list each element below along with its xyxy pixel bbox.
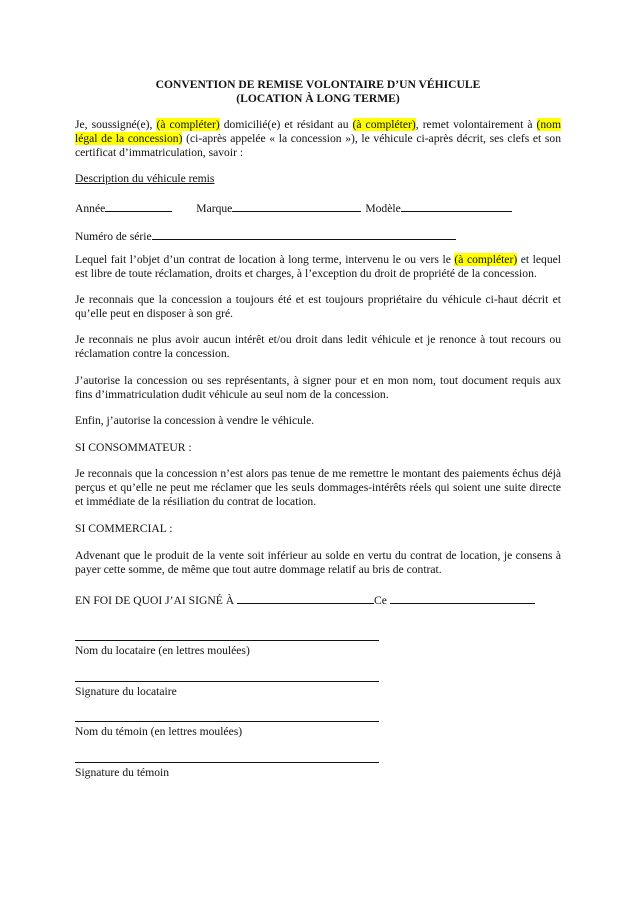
lease-text-2: et lequel est libre de toute réclamation, droits et charges, à l’exception du droit de propriété de la concession.: [75, 253, 561, 280]
placeholder-name[interactable]: (à compléter): [156, 118, 220, 131]
serial-field[interactable]: [152, 228, 456, 240]
intro-text-3: , remet volontairement à: [415, 118, 537, 131]
make-field[interactable]: [232, 200, 361, 212]
make-label: Marque: [196, 202, 233, 215]
commercial-paragraph: Advenant que le produit de la vente soit inférieur au solde en vertu du contrat de location, je consens à payer cette somme, de même que tout autre dommage relatif au bris de contrat.: [75, 549, 561, 576]
year-label: Année: [75, 202, 106, 215]
tenant-name-line[interactable]: [75, 640, 379, 641]
owner-paragraph: Je reconnais que la concession a toujours été et est toujours propriétaire du véhicule ci-haut décrit et qu’elle peut en disposer à son gré.: [75, 293, 561, 320]
intro-text-1: Je, soussigné(e),: [75, 118, 157, 131]
serial-label: Numéro de série: [75, 230, 152, 243]
model-field[interactable]: [401, 200, 512, 212]
placeholder-lease-date[interactable]: (à compléter): [454, 253, 518, 266]
vehicle-fields-row: [75, 200, 512, 216]
signed-row: [75, 592, 535, 608]
intro-text-4: (ci-après appelée « la concession »), le véhicule ci-après décrit, ses clefs et son certificat d’immatriculation, savoir :: [75, 132, 561, 159]
document-title-line1: CONVENTION DE REMISE VOLONTAIRE D’UN VÉHICULE: [155, 78, 481, 91]
lease-paragraph: [75, 253, 561, 281]
placeholder-dealer-name[interactable]: (nom légal de la concession): [75, 118, 561, 145]
intro-text-2: domicilié(e) et résidant au: [219, 118, 353, 131]
authorize-paragraph: J’autorise la concession ou ses représentants, à signer pour et en mon nom, tout document requis aux fins d’immatriculation dudit véhicule au seul nom de la concession.: [75, 374, 561, 401]
sell-paragraph: Enfin, j’autorise la concession à vendre le véhicule.: [75, 414, 315, 427]
signed-date-field[interactable]: [390, 592, 535, 604]
no-interest-paragraph: Je reconnais ne plus avoir aucun intérêt et/ou droit dans ledit véhicule et je renonce à tout recours ou réclamation contre la concession.: [75, 333, 561, 360]
lease-text-1: Lequel fait l’objet d’un contrat de location à long terme, intervenu le ou vers le: [75, 253, 455, 266]
witness-signature-label: Signature du témoin: [75, 766, 170, 779]
intro-paragraph: [75, 118, 561, 160]
signed-place-label: EN FOI DE QUOI J’AI SIGNÉ À: [75, 594, 237, 607]
placeholder-address[interactable]: (à compléter): [352, 118, 416, 131]
tenant-signature-label: Signature du locataire: [75, 685, 177, 698]
model-label: Modèle: [365, 202, 401, 215]
witness-name-label: Nom du témoin (en lettres moulées): [75, 725, 243, 738]
commercial-heading: SI COMMERCIAL :: [75, 522, 173, 535]
consumer-paragraph: Je reconnais que la concession n’est alors pas tenue de me remettre le montant des paiements échus déjà perçus et qu’elle ne peut me réclamer que les seuls dommages-intérêts réels qui soient une suite directe et immédiate de la résiliation du contrat de location.: [75, 467, 561, 508]
consumer-heading: SI CONSOMMATEUR :: [75, 441, 192, 454]
document-title-line2: (LOCATION À LONG TERME): [236, 92, 400, 105]
vehicle-heading: Description du véhicule remis: [75, 172, 215, 185]
serial-row: [75, 228, 456, 244]
signed-place-field[interactable]: [237, 592, 374, 604]
tenant-name-label: Nom du locataire (en lettres moulées): [75, 644, 250, 657]
year-field[interactable]: [105, 200, 172, 212]
witness-name-line[interactable]: [75, 721, 379, 722]
witness-signature-line[interactable]: [75, 762, 379, 763]
signed-date-label: Ce: [373, 594, 390, 607]
tenant-signature-line[interactable]: [75, 681, 379, 682]
